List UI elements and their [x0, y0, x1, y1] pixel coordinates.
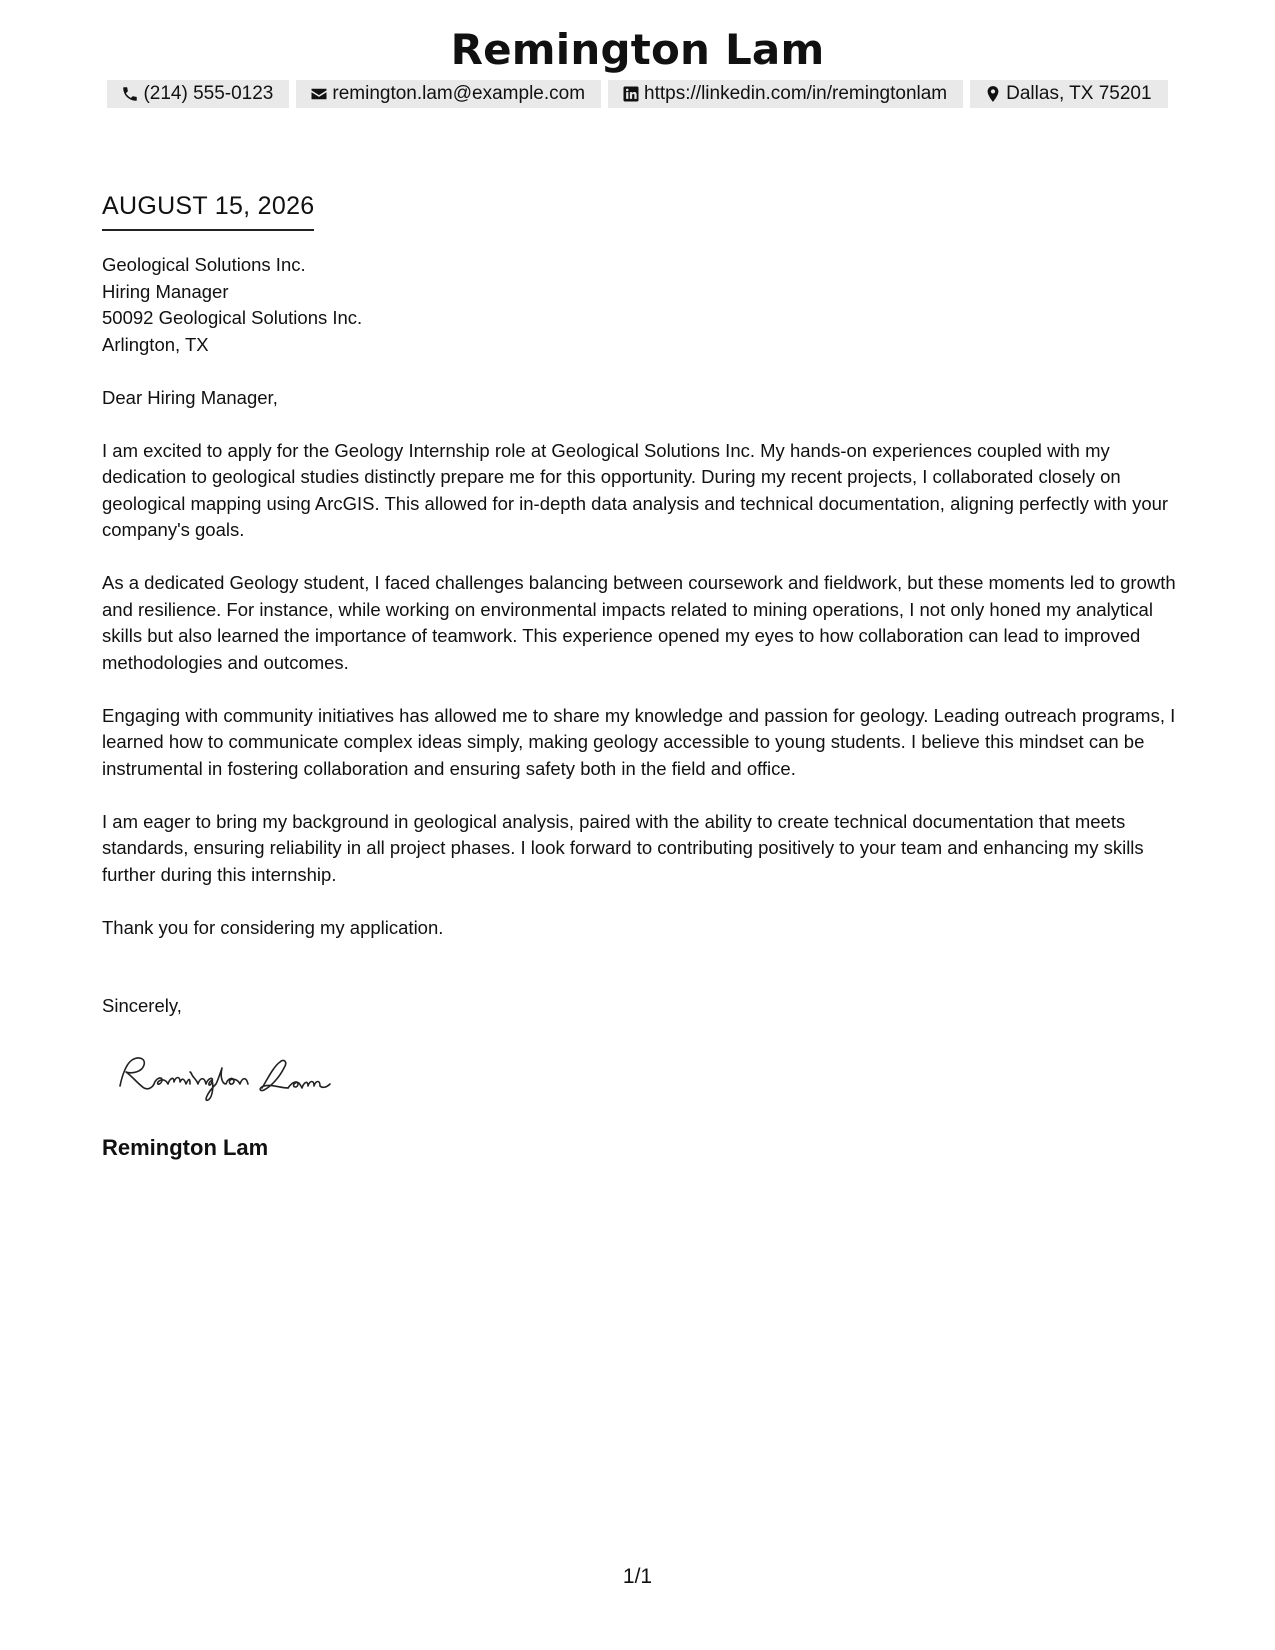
contact-email-text: remington.lam@example.com	[332, 83, 586, 104]
contact-bar	[0, 80, 1275, 108]
signed-name: Remington Lam	[102, 1135, 269, 1160]
envelope-icon	[309, 85, 328, 104]
recipient-address	[102, 252, 1182, 358]
salutation: Dear Hiring Manager,	[102, 386, 278, 408]
contact-linkedin	[608, 80, 963, 108]
map-marker-icon	[983, 85, 1002, 104]
contact-phone-text: (214) 555-0123	[143, 83, 274, 104]
header-name: Remington Lam	[450, 25, 825, 74]
phone-icon	[120, 85, 139, 104]
page-number: 1/1	[622, 1565, 653, 1588]
contact-email	[296, 80, 601, 108]
handwritten-signature	[112, 1048, 352, 1104]
body-paragraph: As a dedicated Geology student, I faced challenges balancing between coursework and fieldwork, but these moments led to growth and resilience. For instance, while working on environmental impacts related to mining operations, I not only honed my analytical skills but also learned the importance of teamwork. This experience opened my eyes to how collaboration can lead to improved methodologies and outcomes.	[102, 572, 1176, 673]
recipient-street: 50092 Geological Solutions Inc.	[102, 307, 363, 328]
date-block	[102, 192, 314, 231]
linkedin-icon	[621, 85, 640, 104]
letter-body	[102, 252, 1182, 1046]
letter-date: AUGUST 15, 2026	[102, 192, 314, 231]
contact-location	[970, 80, 1167, 108]
body-paragraph: I am excited to apply for the Geology Internship role at Geological Solutions Inc. My hands-on experiences coupled with my dedication to geological studies distinctly prepare me for this opportunity. During my recent projects, I collaborated closely on geological mapping using ArcGIS. This allowed for in-depth data analysis and technical documentation, aligning perfectly with your company's goals.	[102, 439, 1169, 540]
body-paragraph: Thank you for considering my application.	[102, 916, 444, 938]
recipient-company: Geological Solutions Inc.	[102, 254, 306, 275]
closing: Sincerely,	[102, 995, 182, 1016]
contact-phone	[107, 80, 289, 108]
body-paragraph: Engaging with community initiatives has allowed me to share my knowledge and passion for geology. Leading outreach programs, I learned how to communicate complex ideas simply, making geology accessible to young students. I believe this mindset can be instrumental in fostering collaboration and ensuring safety both in the field and office.	[102, 704, 1176, 779]
recipient-city: Arlington, TX	[102, 333, 209, 355]
contact-location-text: Dallas, TX 75201	[1006, 83, 1152, 104]
recipient-title: Hiring Manager	[102, 280, 229, 302]
body-paragraph: I am eager to bring my background in geological analysis, paired with the ability to create technical documentation that meets standards, ensuring reliability in all project phases. I look forward to contributing positively to your team and enhancing my skills further during this internship.	[102, 810, 1144, 885]
contact-linkedin-text: https://linkedin.com/in/remingtonlam	[644, 83, 948, 104]
